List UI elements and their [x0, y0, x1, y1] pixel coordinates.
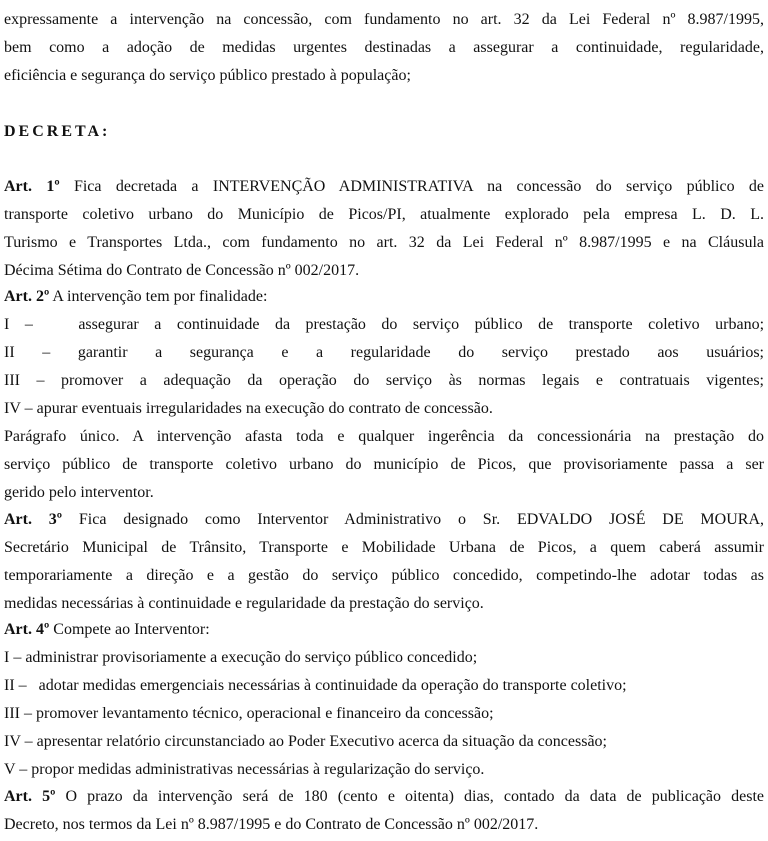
- paragrafo-unico-line: gerido pelo interventor.: [4, 484, 154, 501]
- art3-line: temporariamente a direção e a gestão do serviço público concedido, competindo-lhe adotar todas as: [4, 567, 764, 584]
- item-text: assegurar a continuidade da prestação do serviço público de transporte coletivo urbano;: [78, 316, 765, 333]
- paragrafo-unico-line: Parágrafo único. A intervenção afasta toda e qualquer ingerência da concessionária na prestação do: [4, 428, 764, 445]
- art5-text: O prazo da intervenção será de 180 (cento e oitenta) dias, contado da data de publicação deste: [55, 788, 765, 805]
- art1-line: [4, 177, 764, 197]
- preamble-line: bem como a adoção de medidas urgentes destinadas a assegurar a continuidade, regularidade,: [4, 39, 764, 56]
- art3-text: Fica designado como Interventor Administrativo o Sr. EDVALDO JOSÉ DE MOURA,: [62, 511, 764, 528]
- art5-line: [4, 787, 764, 807]
- art2-label: Art. 2º: [4, 288, 50, 305]
- item-num: I –: [4, 316, 33, 333]
- art4-item: I – administrar provisoriamente a execução do serviço público concedido;: [4, 649, 478, 666]
- art3-line: Secretário Municipal de Trânsito, Transporte e Mobilidade Urbana de Picos, a quem caberá assumir: [4, 539, 764, 556]
- art2-item: [4, 399, 764, 419]
- art1-line: transporte coletivo urbano do Município de Picos/PI, atualmente explorado pela empresa L. D. L.: [4, 206, 764, 223]
- art2-intro-text: A intervenção tem por finalidade:: [49, 288, 268, 305]
- art1-line: Turismo e Transportes Ltda., com fundamento no art. 32 da Lei Federal nº 8.987/1995 e na Cláusula: [4, 234, 764, 251]
- art1-text: Fica decretada a INTERVENÇÃO ADMINISTRATIVA na concessão do serviço público de: [59, 178, 765, 195]
- item-text: garantir a segurança e a regularidade do serviço prestado aos usuários;: [77, 344, 765, 361]
- preamble-line: eficiência e segurança do serviço público prestado à população;: [4, 67, 411, 84]
- art4-intro: [4, 620, 764, 640]
- art4-item: IV – apresentar relatório circunstanciado ao Poder Executivo acerca da situação da concessão;: [4, 733, 607, 750]
- art5-line: Decreto, nos termos da Lei nº 8.987/1995 e do Contrato de Concessão nº 002/2017.: [4, 816, 539, 833]
- art3-line: medidas necessárias à continuidade e regularidade da prestação do serviço.: [4, 595, 484, 612]
- art4-label: Art. 4º: [4, 621, 50, 638]
- art1-line: Décima Sétima do Contrato de Concessão nº 002/2017.: [4, 262, 360, 279]
- art5-label: Art. 5º: [4, 788, 56, 805]
- art1-label: Art. 1º: [4, 178, 60, 195]
- art2-item: [4, 371, 764, 391]
- art3-label: Art. 3º: [4, 511, 63, 528]
- art4-intro-text: Compete ao Interventor:: [49, 621, 210, 638]
- art2-item: [4, 343, 764, 363]
- item-num: IV –: [4, 400, 33, 417]
- art2-item: [4, 315, 764, 335]
- item-text: promover a adequação da operação do serviço às normas legais e contratuais vigentes;: [61, 372, 765, 389]
- art3-line: [4, 510, 764, 530]
- item-text: apurar eventuais irregularidades na execução do contrato de concessão.: [36, 400, 493, 417]
- art4-item: III – promover levantamento técnico, operacional e financeiro da concessão;: [4, 705, 494, 722]
- art4-item: II – adotar medidas emergenciais necessárias à continuidade da operação do transporte coletivo;: [4, 677, 627, 694]
- item-num: II –: [4, 344, 51, 361]
- art4-item: V – propor medidas administrativas necessárias à regularização do serviço.: [4, 761, 485, 778]
- preamble-line: expressamente a intervenção na concessão, com fundamento no art. 32 da Lei Federal nº 8.987/1995,: [4, 11, 764, 28]
- item-num: III –: [4, 372, 45, 389]
- paragrafo-unico-line: serviço público de transporte coletivo urbano do município de Picos, que provisoriamente passa a ser: [4, 456, 764, 473]
- art2-intro: [4, 287, 764, 307]
- decreta-heading: DECRETA:: [4, 123, 111, 140]
